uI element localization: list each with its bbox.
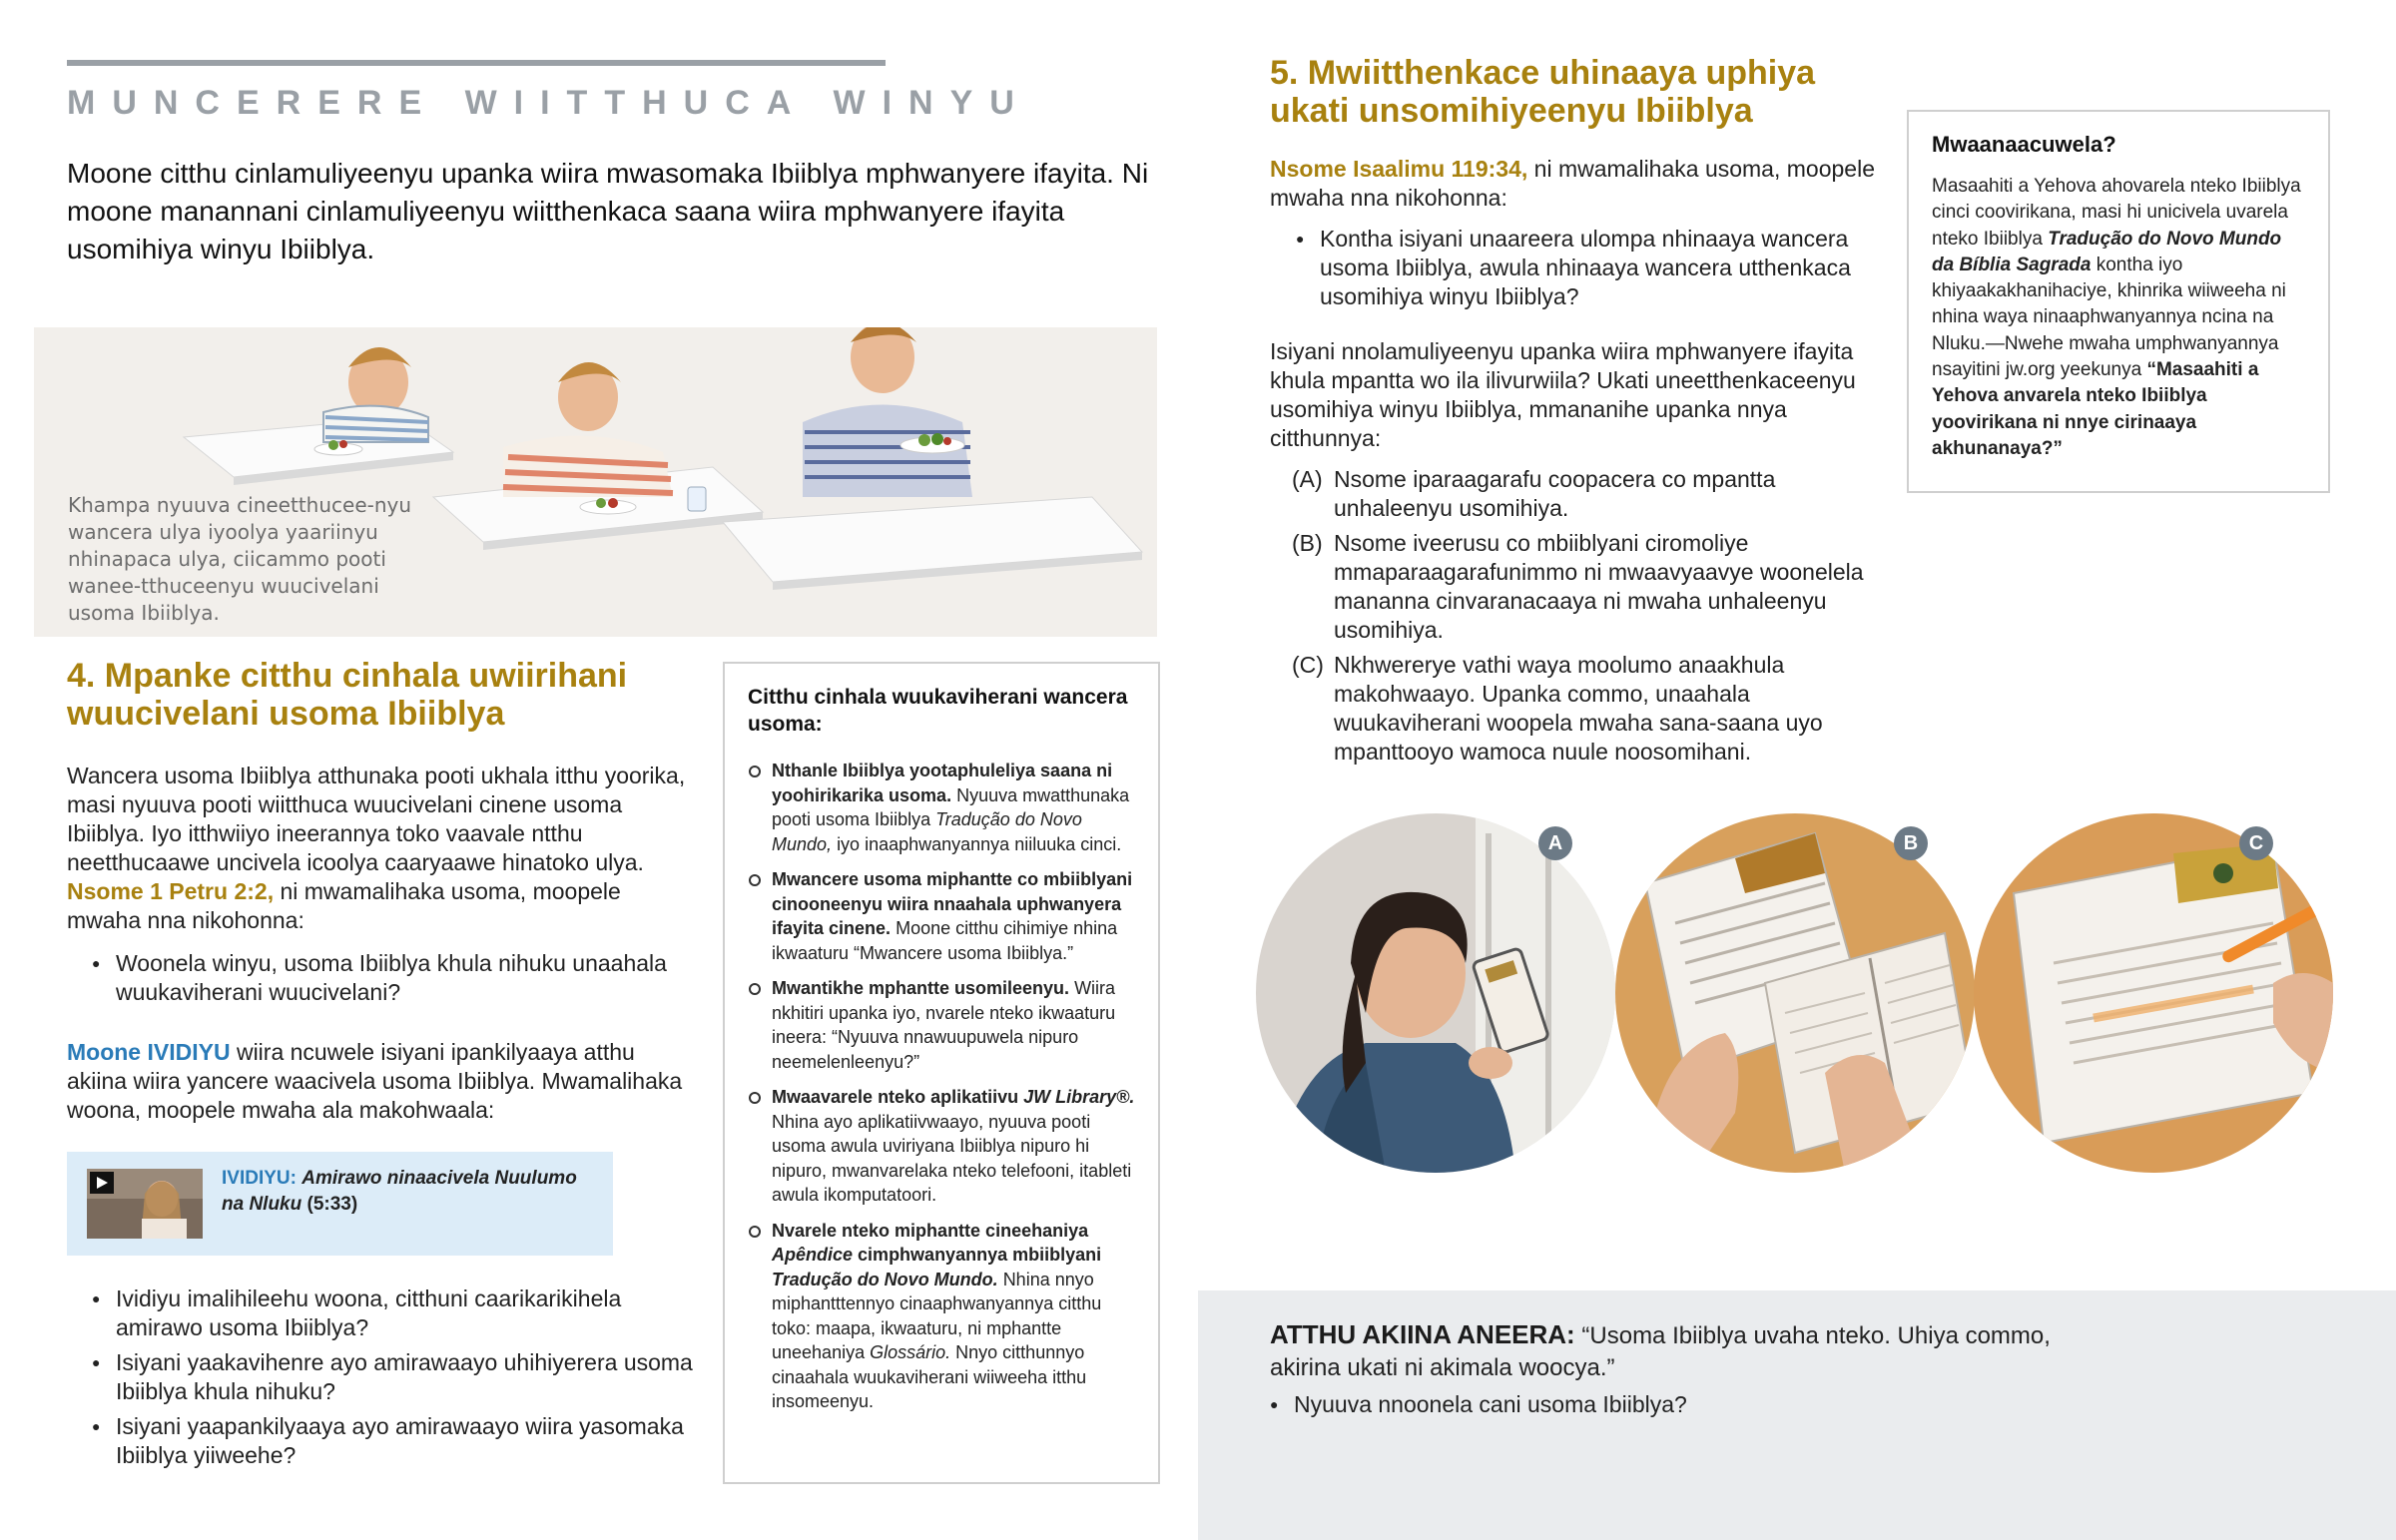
illustration-circle-a bbox=[1256, 813, 1615, 1173]
tip-text: Moone citthu cihimiye nhina ikwaaturu “Mwancere usoma Ibiiblya.” bbox=[772, 918, 1118, 963]
girl-reading-phone-image bbox=[1256, 813, 1615, 1173]
question-bullet: ● Isiyani yaapankilyaaya ayo amirawaayo wiira yasomaka Ibiiblya yiiweehe? bbox=[92, 1412, 701, 1470]
intro-paragraph: Moone citthu cinlamuliyeenyu upanka wiira mwasomaka Ibiiblya mphwanyere ifayita. Ni moone manannani cinlamuliyeenyu wiitthenkaca saana wiira mphwanyere ifayita usomihiya winyu Ibiiblya. bbox=[67, 158, 1149, 264]
scripture-reference-link[interactable]: Nsome 1 Petru 2:2, bbox=[67, 878, 275, 904]
illustration-caption: Khampa nyuuva cineetthucee-nyu wancera ulya iyoolya yaariinyu nhinapaca ulya, ciicammo pooti wanee-tthuceenyu wuucivelani usoma Ibiiblya. bbox=[68, 493, 412, 625]
section-top-rule bbox=[67, 60, 886, 66]
paragraph-tail: wiira ncuwele isiyani ipankilyaaya atthu akiina wiira yancere waacivela usoma Ibiiblya. Mwamalihaka woona, moopele mwaha ala makohwaala: bbox=[67, 1039, 683, 1123]
question-bullet: ● Kontha isiyani unaareera ulompa nhinaaya wancera usoma Ibiiblya, awula nhinaaya wancera utthenkaca usomihiya winyu Ibiiblya? bbox=[1296, 225, 1875, 311]
article-title-link[interactable]: “Masaahiti a Yehova anvarela nteko Ibiiblya yoovirikana ni nnye cirinaaya akhunanaya?” bbox=[1932, 359, 2259, 459]
others-say-panel bbox=[1198, 1290, 2396, 1540]
side-text-2: kontha iyo khiyaakakhanihaciye, khinrika wiiweeha ni nhina waya ninaaphwanyannya ncina na Nluku.—Nwehe mwaha umphwanyannya nsayitini jw.org yeekunya bbox=[1932, 254, 2286, 381]
tip-heading: Mwaavarele nteko aplikatiivu bbox=[772, 1087, 1019, 1107]
tip-italic: Glossário. bbox=[870, 1342, 951, 1362]
tip-item bbox=[748, 1085, 1143, 1208]
scripture-reference-link[interactable]: Nsome Isaalimu 119:34, bbox=[1270, 156, 1528, 182]
badge-a: A bbox=[1538, 826, 1572, 860]
study-step-c bbox=[1292, 651, 1881, 767]
badge-b: B bbox=[1894, 826, 1928, 860]
section-5-paragraph-2: Isiyani nnolamuliyeenyu upanka wiira mphwanyere ifayita khula mpantta wo ila ilivurwiila? Ukati uneetthenkaceenyu usomihiya winyu Ibiiblya, mmananihe upanka nnya citthunnya: bbox=[1270, 338, 1856, 451]
study-step-a bbox=[1292, 465, 1881, 523]
section-4-bullet-list-1 bbox=[92, 949, 691, 1007]
tips-box-title: Citthu cinhala wuukaviherani wancera usoma: bbox=[748, 686, 1128, 736]
section-5-bullet-list bbox=[1296, 225, 1875, 311]
bible-title: Tradução do Novo Mundo da Bíblia Sagrada bbox=[1932, 228, 2282, 275]
step-text: Nsome iparaagarafu coopacera co mpantta unhaleenyu usomihiya. bbox=[1334, 466, 1776, 521]
tip-text: Wiira nkhitiri upanka iyo, nvarele nteko ikwaaturu ineera: “Nyuuva nnawuupuwela nipuro neemelenleenyu?” bbox=[772, 978, 1116, 1072]
side-text-1: Masaahiti a Yehova ahovarela nteko Ibiiblya cinci coovirikana, masi hi unicivela uvarela nteko Ibiiblya bbox=[1932, 176, 2301, 250]
study-steps-list bbox=[1292, 465, 1881, 772]
tip-item bbox=[748, 1219, 1143, 1414]
section-4-paragraph-2 bbox=[67, 1038, 696, 1125]
section-4-paragraph-1 bbox=[67, 762, 696, 935]
video-label: IVIDIYU: bbox=[222, 1168, 297, 1189]
study-step-b bbox=[1292, 529, 1881, 645]
video-link[interactable]: Moone IVIDIYU bbox=[67, 1039, 231, 1065]
side-box-title: Mwaanaacuwela? bbox=[1932, 132, 2116, 157]
section-5-paragraph-1 bbox=[1270, 155, 1879, 213]
tip-text: Nhina nnyo miphantttennyo cinaaphwanyannya citthu toko: maapa, ikwaaturu, ni mphantte uneehaniya bbox=[772, 1269, 1102, 1362]
step-label: (C) bbox=[1292, 652, 1324, 678]
paragraph-tail: ni mwamalihaka usoma, moopele mwaha nna nikohonna: bbox=[1270, 156, 1875, 211]
others-say-label: ATTHU AKIINA ANEERA: bbox=[1270, 1319, 1575, 1349]
question-bullet: ● Isiyani yaakavihenre ayo amirawaayo uhihiyerera usoma Ibiiblya khula nihuku? bbox=[92, 1348, 701, 1406]
tip-heading-2: cimphwanyannya mbiiblyani bbox=[858, 1245, 1102, 1265]
tip-item bbox=[748, 759, 1143, 856]
illustration-circle-b bbox=[1615, 813, 1975, 1173]
question-bullet: ● Ividiyu imalihileehu woona, citthuni caarikarikihela amirawo usoma Ibiiblya? bbox=[92, 1284, 701, 1342]
video-card[interactable] bbox=[67, 1152, 613, 1256]
reading-tips-box bbox=[723, 662, 1160, 1484]
section-label: MUNCERERE WIITTHUCA WINYU bbox=[67, 84, 1031, 122]
tip-tail: iyo inaaphwanyannya niiluuka cinci. bbox=[837, 833, 1122, 854]
others-say-quote bbox=[1270, 1318, 2069, 1384]
tip-heading: Nvarele nteko miphantte cineehaniya bbox=[772, 1220, 1089, 1241]
question-bullet: ● Woonela winyu, usoma Ibiiblya khula nihuku unaahala wuukaviherani wuucivelani? bbox=[92, 949, 691, 1007]
badge-c: C bbox=[2239, 826, 2273, 860]
question-bullet: ● Nyuuva nnoonela cani usoma Ibiiblya? bbox=[1270, 1390, 1969, 1419]
tip-tail: Nnyo citthunnyo cinaahala wuukaviherani wiiweeha itthu insomeenyu. bbox=[772, 1342, 1087, 1411]
quote-text: “Usoma Ibiiblya uvaha nteko. Uhiya commo, akirina ukati ni akimala woocya.” bbox=[1270, 1322, 2051, 1381]
highlighting-book-image bbox=[1974, 813, 2333, 1173]
side-box-text bbox=[1932, 174, 2307, 462]
tip-italic: Tradução do Novo Mundo, bbox=[772, 809, 1082, 854]
tip-heading: Mwantikhe mphantte usomileenyu. bbox=[772, 978, 1070, 998]
step-label: (B) bbox=[1292, 530, 1323, 556]
tip-heading-italic-2: Tradução do Novo Mundo. bbox=[772, 1269, 998, 1289]
others-say-bullet-list bbox=[1270, 1390, 1969, 1419]
video-thumbnail-image bbox=[87, 1169, 203, 1239]
tip-heading-italic: Apêndice bbox=[772, 1245, 854, 1265]
tip-heading: Nthanle Ibiiblya yootaphuleliya saana ni yoohirikarika usoma. bbox=[772, 761, 1113, 805]
step-text: Nkhwereryе vathi waya moolumo anaakhula makohwaayo. Upanka commo, unaahala wuukaviherani woopela mwaha sana-saana uyo mpanttooyo wamoca nuule noosomihani. bbox=[1334, 652, 1823, 765]
tip-text: Nyuuva mwatthunaka pooti usoma Ibiiblya bbox=[772, 784, 1130, 829]
video-duration: (5:33) bbox=[306, 1194, 358, 1215]
step-text: Nsome iveerusu co mbiiblyani ciromoliye mmaparaagarafunimmo ni mwaavyaavye woonelela mananna cinvaranacaaya ni mwaha unhaleenyu usomihiya. bbox=[1334, 530, 1864, 643]
video-title[interactable]: Amirawo ninaacivela Nuulumo na Nluku bbox=[222, 1168, 577, 1215]
video-thumbnail[interactable] bbox=[87, 1169, 203, 1239]
tip-item bbox=[748, 867, 1143, 965]
tip-item bbox=[748, 976, 1143, 1074]
tip-text: Nhina ayo aplikatiivwaayo, nyuuva pooti usoma awula uviriyana Ibiiblya nipuro hi nipuro, mwanvarelaka nteko telefooni, itableti awula ikomputatoori. bbox=[772, 1111, 1132, 1205]
section-4-bullet-list-2 bbox=[92, 1284, 701, 1476]
illustration-circle-c bbox=[1974, 813, 2333, 1173]
bible-and-book-image bbox=[1615, 813, 1975, 1173]
section-4-title: 4. Mpanke citthu cinhala uwiirihani wuucivelani usoma Ibiiblya bbox=[67, 657, 628, 733]
did-you-know-box bbox=[1907, 110, 2330, 493]
tip-heading: Mwancere usoma miphantte co mbiiblyani cinooneenyu wiira nnaahala uphwanyera ifayita cinene. bbox=[772, 869, 1133, 938]
step-label: (A) bbox=[1292, 466, 1323, 492]
tips-list bbox=[748, 759, 1143, 1425]
paragraph-tail: ni mwamalihaka usoma, moopele mwaha nna nikohonna: bbox=[67, 878, 621, 933]
video-caption bbox=[222, 1166, 591, 1218]
section-5-title: 5. Mwiitthenkace uhinaaya uphiya ukati unsomihiyeenyu Ibiiblya bbox=[1270, 54, 1816, 130]
app-name: JW Library®. bbox=[1023, 1087, 1135, 1107]
paragraph-text: Wancera usoma Ibiiblya atthunaka pooti ukhala itthu yoorika, masi nyuuva pooti wiitthuca wuucivelani cinene usoma Ibiiblya. Iyo itthwiiyo ineerannya toko vaavale ntthu neetthucaawe uncivela icoolya caaryaawe hinatoko ulya. bbox=[67, 763, 686, 875]
